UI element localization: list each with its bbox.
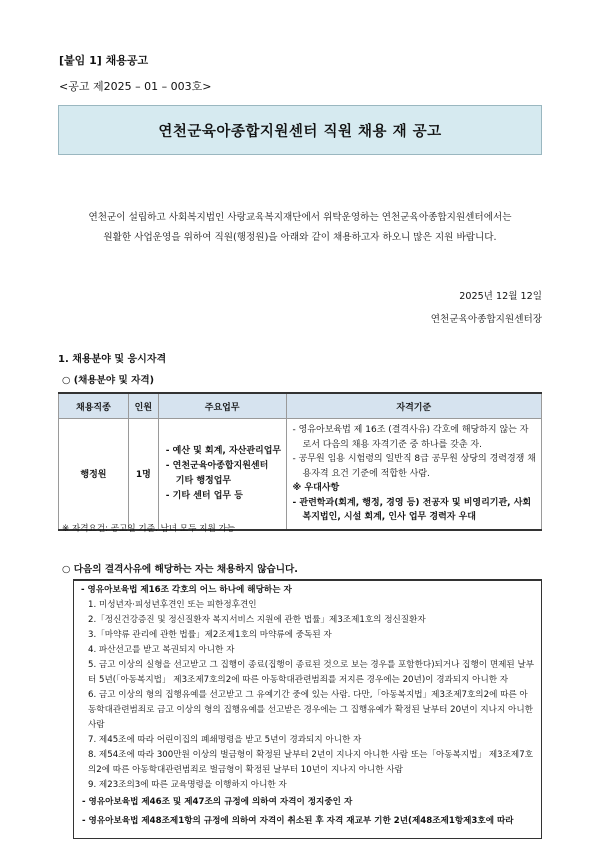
table-row: [59, 419, 542, 530]
disqualification-tail-1: - 영유아보육법 제46조 및 제47조의 규정에 의하여 자격이 정지중인 자: [82, 797, 353, 807]
criteria-item: - 공무원 임용 시험령의 일반직 8급 공무원 상당의 경력경쟁 채용자격 요건 기준에 적합한 사람.: [292, 454, 536, 479]
duty-item: - 예산 및 회계, 자산관리업무: [165, 445, 282, 456]
attachment-label: [붙임 1] 채용공고: [59, 54, 149, 67]
duties-cell: [158, 419, 286, 530]
disqualification-tail-2: - 영유아보육법 제48조제1항의 규정에 의하여 자격이 취소된 후 자격 재교부 기한 2년(제48조제1항제3호에 따라: [82, 816, 514, 826]
organization-name: 연천군육아종합지원센터장: [430, 314, 542, 325]
section-1-heading: 1. 채용분야 및 응시자격: [58, 354, 167, 365]
list-item: 8. 제54조에 따라 300만원 이상의 벌금형이 확정된 날부터 2년이 지나지 아니한 사람 또는「아동복지법」 제3조제7호의2에 따른 아동학대관련범죄로 벌금형이 확정된 날부터 10년이 지나지 아니한 사람: [88, 750, 534, 775]
col-header-criteria: 자격기준: [286, 393, 541, 419]
count-cell: 1명: [128, 419, 158, 530]
intro-line-1: 연천군이 설립하고 사회복지법인 사랑교육복지재단에서 위탁운영하는 연천군육아종합지원센터에서는: [88, 212, 512, 223]
job-cell: 행정원: [59, 419, 129, 530]
list-item: 2.「정신건강증진 및 정신질환자 복지서비스 지원에 관한 법률」제3조제1호의 정신질환자: [88, 615, 426, 625]
list-item: 6. 금고 이상의 형의 집행유예를 선고받고 그 유예기간 중에 있는 사람. 다만,「아동복지법」제3조제7호의2에 따른 아동학대관련범죄로 금고 이상의 형의 집행유예를 선고받은 경우에는 그 집행유예가 확정된 날부터 20년이 지나지 아니한 사람: [88, 690, 533, 730]
col-header-count: 인원: [128, 393, 158, 419]
eligibility-note: ※ 자격요건: 공고일 기준. 남녀 모두 지원 가능: [62, 524, 236, 534]
intro-line-2: 원활한 사업운영을 위하여 직원(행정원)을 아래와 같이 채용하고자 하오니 많은 지원 바랍니다.: [103, 232, 497, 243]
duty-item: - 기타 센터 업무 등: [165, 490, 243, 501]
col-header-duties: 주요업무: [158, 393, 286, 419]
disqualification-heading: - 영유아보육법 제16조 각호의 어느 하나에 해당하는 자: [81, 585, 292, 595]
list-item: 4. 파산선고를 받고 복권되지 아니한 자: [88, 645, 235, 655]
list-item: 3.「마약류 관리에 관한 법률」제2조제1호의 마약류에 중독된 자: [88, 630, 332, 640]
col-header-job: 채용직종: [59, 393, 129, 419]
page-title: [58, 105, 542, 155]
disqualification-list: [74, 598, 541, 793]
criteria-item: - 영유아보육법 제 16조 (결격사유) 각호에 해당하지 않는 자로서 다음의 채용 자격기준 중 하나를 갖춘 자.: [292, 425, 529, 450]
disqualification-box: [73, 579, 542, 839]
notice-number: <공고 제2025 – 01 – 003호>: [59, 80, 212, 93]
list-item: 7. 제45조에 따라 어린이집의 폐쇄명령을 받고 5년이 경과되지 아니한 자: [88, 735, 362, 745]
recruitment-table: [58, 392, 542, 531]
list-item: 9. 제23조의3에 따른 교육명령을 이행하지 아니한 자: [88, 780, 287, 790]
table-header-row: [59, 393, 542, 419]
list-item: 1. 미성년자·피성년후견인 또는 피한정후견인: [88, 600, 257, 610]
duty-item: - 연천군육아종합지원센터: [165, 460, 269, 471]
list-item: 5. 금고 이상의 실형을 선고받고 그 집행이 종료(집행이 종료된 것으로 보는 경우를 포함한다)되거나 집행이 면제된 날부터 5년(「아동복지법」 제3조제7호의2에 따른 아동학대관련범죄를 저지른 경우에는 20년)이 경과되지 아니한 자: [88, 660, 535, 685]
section-1-subheading: ○ (채용분야 및 자격): [62, 375, 155, 386]
notice-date: 2025년 12월 12일: [459, 291, 542, 302]
section-2-subheading: ○ 다음의 결격사유에 해당하는 자는 채용하지 않습니다.: [62, 564, 298, 575]
preference-item: - 관련학과(회계, 행정, 경영 등) 전공자 및 비영리기관, 사회복지법인, 시설 회계, 인사 업무 경력자 우대: [292, 497, 532, 522]
criteria-cell: [286, 419, 541, 530]
intro-paragraph: [58, 208, 542, 248]
preference-title: ※ 우대사항: [292, 483, 340, 493]
duty-item: 기타 행정업무: [175, 475, 232, 486]
page-title-text: 연천군육아종합지원센터 직원 채용 재 공고: [158, 123, 442, 140]
